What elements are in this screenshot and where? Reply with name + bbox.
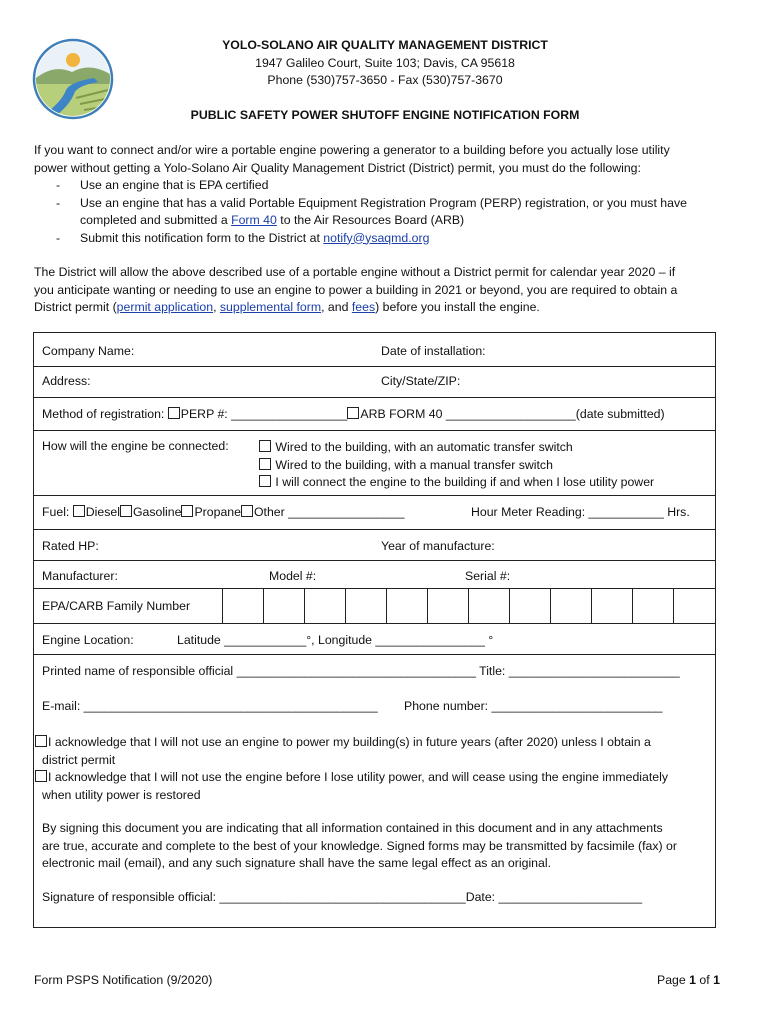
list-item: - Submit this notification form to the District at notify@ysaqmd.org — [56, 230, 430, 245]
propane-checkbox[interactable] — [181, 505, 193, 517]
supplemental-form-link[interactable]: supplemental form — [219, 300, 322, 314]
family-number-cell[interactable] — [345, 588, 386, 623]
family-number-cell[interactable] — [673, 588, 714, 623]
notification-form — [33, 332, 716, 928]
family-number-cell[interactable] — [304, 588, 345, 623]
serial-number-field[interactable]: Serial #: — [465, 569, 511, 583]
notify-email-link[interactable]: notify@ysaqmd.org — [323, 230, 430, 245]
connection-options: Wired to the building, with an automatic transfer switch Wired to the building, with a manual transfer switch I will connect the engine to the building if and when I lose utility power — [259, 439, 654, 492]
signing-statement: By signing this document you are indicating that all information contained in this document and in any attachments are true, accurate and complete to the best of your knowledge. Signed forms may be transmitted by facsimile (fax) or electronic mail (email), and any such signature shall have the same legal effect as an original. — [42, 821, 677, 870]
district-name: YOLO-SOLANO AIR QUALITY MANAGEMENT DISTRICT — [222, 38, 548, 52]
rated-hp-field[interactable]: Rated HP: — [42, 539, 99, 553]
diesel-checkbox[interactable] — [73, 505, 85, 517]
acknowledgements: I acknowledge that I will not use an engine to power my building(s) in future years (after 2020) unless I obtain a district permit I acknowledge that I will not use the engine before I lose utility power, and will cease using the engine immediately when utility power is restored — [35, 734, 668, 804]
district-address: 1947 Galileo Court, Suite 103; Davis, CA 95618 — [255, 56, 515, 70]
form-title: PUBLIC SAFETY POWER SHUTOFF ENGINE NOTIFICATION FORM — [190, 108, 580, 122]
engine-location-label: Engine Location: — [42, 633, 134, 647]
year-of-manufacture-field[interactable]: Year of manufacture: — [381, 539, 495, 553]
family-number-label: EPA/CARB Family Number — [42, 599, 191, 613]
fees-link[interactable]: fees — [351, 300, 376, 314]
family-number-cell[interactable] — [386, 588, 427, 623]
ack-utility-power-checkbox[interactable] — [35, 770, 47, 782]
address-field[interactable]: Address: — [42, 374, 91, 388]
family-number-cells — [222, 588, 715, 623]
connection-question: How will the engine be connected: — [42, 439, 229, 453]
manufacturer-field[interactable]: Manufacturer: — [42, 569, 118, 583]
list-item: - Use an engine that is EPA certified — [56, 178, 269, 192]
fuel-row: Fuel: Diesel Gasoline Propane Other _________________ — [42, 505, 405, 519]
printed-name-title-field[interactable]: Printed name of responsible official ___________________________________ Title: _________________________ — [42, 664, 680, 678]
phone-number-field[interactable]: Phone number: _________________________ — [404, 699, 663, 713]
family-number-cell[interactable] — [427, 588, 468, 623]
other-fuel-field[interactable]: Other _________________ — [253, 505, 405, 519]
automatic-switch-checkbox[interactable] — [259, 440, 271, 452]
family-number-cell[interactable] — [222, 588, 263, 623]
family-number-cell[interactable] — [591, 588, 632, 623]
arb-form-40-checkbox[interactable] — [347, 407, 359, 419]
installation-date-field[interactable]: Date of installation: — [381, 344, 486, 358]
company-name-field[interactable]: Company Name: — [42, 344, 135, 358]
intro-line-2: power without getting a Yolo-Solano Air Quality Management District (District) permit, you must do the following: — [34, 160, 641, 175]
signature-date-field[interactable]: Signature of responsible official: ____________________________________Date: _____________________ — [42, 890, 643, 904]
registration-method-row: Method of registration: PERP #: _________________ ARB FORM 40 ___________________(date submitted) — [42, 407, 665, 421]
permit-application-link[interactable]: permit application — [116, 300, 214, 314]
requirements-list — [56, 177, 730, 247]
family-number-cell[interactable] — [632, 588, 673, 623]
lat-long-field[interactable]: Latitude ____________°, Longitude ________________ ° — [177, 633, 494, 647]
connect-when-outage-checkbox[interactable] — [259, 475, 271, 487]
perp-number-field[interactable]: PERP #: _________________ — [180, 407, 348, 421]
family-number-cell[interactable] — [263, 588, 304, 623]
page-number: Page 1 of 1 — [657, 973, 720, 987]
gasoline-checkbox[interactable] — [120, 505, 132, 517]
hour-meter-field[interactable]: Hour Meter Reading: ___________ Hrs. — [471, 505, 690, 519]
ack-future-years-checkbox[interactable] — [35, 735, 47, 747]
other-fuel-checkbox[interactable] — [241, 505, 253, 517]
family-number-cell[interactable] — [468, 588, 509, 623]
list-item: - Use an engine that has a valid Portable Equipment Registration Program (PERP) registration, or you must have — [56, 195, 687, 210]
family-number-cell[interactable] — [509, 588, 550, 623]
manual-switch-checkbox[interactable] — [259, 458, 271, 470]
permit-paragraph: The District will allow the above described use of a portable engine without a District permit for calendar year 2020 – if you anticipate wanting or needing to use an engine to power a building in 2021 or beyond, you are required to obtain a District permit (permit application, supplemental form, and fees) before you install the engine. — [34, 265, 678, 314]
model-number-field[interactable]: Model #: — [269, 569, 317, 583]
perp-checkbox[interactable] — [168, 407, 180, 419]
intro-paragraph — [34, 142, 734, 177]
intro-line-1: If you want to connect and/or wire a portable engine powering a generator to a building before you actually lose utility — [34, 143, 670, 157]
list-item: completed and submitted a Form 40 to the Air Resources Board (ARB) — [80, 213, 465, 227]
form-40-link[interactable]: Form 40 — [231, 213, 277, 227]
family-number-cell[interactable] — [550, 588, 591, 623]
form-id-footer: Form PSPS Notification (9/2020) — [34, 973, 213, 987]
arb-form-40-field[interactable]: ARB FORM 40 ___________________(date submitted) — [360, 407, 665, 421]
district-phone: Phone (530)757-3650 - Fax (530)757-3670 — [267, 73, 503, 87]
city-state-zip-field[interactable]: City/State/ZIP: — [381, 374, 461, 388]
email-field[interactable]: E-mail: ___________________________________________ — [42, 699, 378, 713]
